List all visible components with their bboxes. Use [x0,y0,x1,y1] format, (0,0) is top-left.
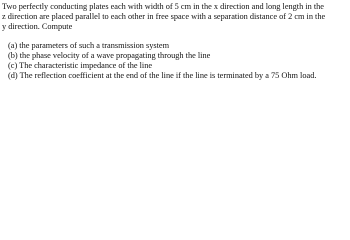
part-d: (d) The reflection coefficient at the end of the line if the line is terminated by a 75 Ohm load. [8,71,317,80]
part-c: (c) The characteristic impedance of the line [8,61,153,70]
problem-document [0,0,350,87]
intro-line-2: z direction are placed parallel to each other in free space with a separation distance of 2 cm in the [2,12,326,21]
part-a: (a) the parameters of such a transmission system [8,41,170,50]
part-b: (b) the phase velocity of a wave propagating through the line [8,51,211,60]
intro-line-3: y direction. Compute [2,22,73,31]
intro-line-1: Two perfectly conducting plates each with width of 5 cm in the x direction and long length in the [2,2,324,11]
